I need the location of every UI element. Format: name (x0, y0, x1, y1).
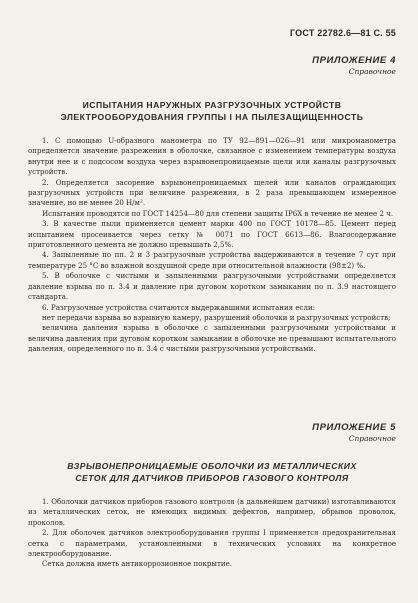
section-1-title-line-2: ЭЛЕКТРООБОРУДОВАНИЯ ГРУППЫ I НА ПЫЛЕЗАЩИЩЕННОСТЬ (60, 112, 364, 122)
appendix-5-block (312, 422, 396, 443)
section-2-title-line-2: СЕТОК ДЛЯ ДАТЧИКОВ ПРИБОРОВ ГАЗОВОГО КОНТРОЛЯ (75, 473, 349, 483)
section-2-title (28, 460, 396, 484)
paragraph: величина давления взрыва в оболочке с запыленными разгрузочными устройствами и величина давления при дуговом коротком замыкании в оболочке не превышают испытательного давления, определенного по п. 3.4 с чистыми разгрузочными устройствами. (28, 323, 396, 354)
section-1-title (28, 99, 396, 123)
paragraph: Испытания проводятся по ГОСТ 14254—80 для степени защиты IP6X в течение не менее 2 ч. (42, 208, 394, 218)
paragraph: 6. Разгрузочные устройства считаются выдержавшими испытания если: (42, 302, 316, 312)
paragraph: нет передачи взрыва во взрывную камеру, разрушений оболочки и разгрузочных устройств; (42, 312, 391, 322)
paragraph: 5. В оболочке с чистыми и запыленными разгрузочными устройствами определяется давление взрыва по п. 3.4 и давление при дуговом коротком замыкании по п. 3.9 настоящего стандарта. (28, 271, 396, 302)
paragraph: Сетка должна иметь антикоррозионное покрытие. (42, 559, 233, 569)
paragraph: 2. Определяется засорение взрывонепроницаемых щелей или каналов ограждающих разгрузочных устройств при величине разрежения, в 2 раза превышающем измеренное значение, но не менее 20 Н/м². (28, 177, 396, 208)
appendix-5-label: ПРИЛОЖЕНИЕ 5 (312, 422, 396, 433)
appendix-4-block (312, 55, 396, 76)
page-header: ГОСТ 22782.6—81 С. 55 (289, 28, 396, 38)
paragraph: 2. Для оболочек датчиков электрооборудования группы I применяется предохранительная сетка с параметрами, установленными в технических условиях на конкретное электрооборудование. (28, 528, 396, 559)
paragraph: 1. Оболочки датчиков приборов газового контроля (в дальнейшем датчики) изготавливаются из металлических сеток, не имеющих видимых дефектов, например, обрывов проволок, проколов. (28, 497, 396, 527)
section-2-title-line-1: ВЗРЫВОНЕПРОНИЦАЕМЫЕ ОБОЛОЧКИ ИЗ МЕТАЛЛИЧЕСКИХ (67, 461, 357, 471)
section-1-title-line-1: ИСПЫТАНИЯ НАРУЖНЫХ РАЗГРУЗОЧНЫХ УСТРОЙСТВ (82, 100, 342, 110)
appendix-5-note: Справочное (348, 434, 396, 443)
section-1-body (28, 136, 396, 355)
paragraph: 4. Запыленные по пп. 2 и 3 разгрузочные устройства выдерживаются в течение 7 сут при температуре 25 °С во влажной воздушной среде при относительной влажности (98±2) %. (28, 250, 396, 270)
appendix-4-note: Справочное (348, 67, 396, 76)
paragraph: 1. С помощью U-образного манометра по ТУ 92—891—026—91 или микроманометра определяется значение разрежения в оболочке, связанное с изменением температуры воздуха внутри нее и с подсосом воздуха через взрывонепроницаемые щели или каналы разгрузочных устройств. (28, 136, 396, 177)
appendix-4-label: ПРИЛОЖЕНИЕ 4 (312, 55, 396, 66)
paragraph: 3. В качестве пыли применяется цемент марки 400 по ГОСТ 10178—85. Цемент перед испытанием просеивается через сетку № 0071 по ГОСТ 6613—86. Влагосодержание приготовленного цемента не должно превышать 2,5%. (28, 219, 396, 250)
section-2-body (28, 497, 396, 570)
